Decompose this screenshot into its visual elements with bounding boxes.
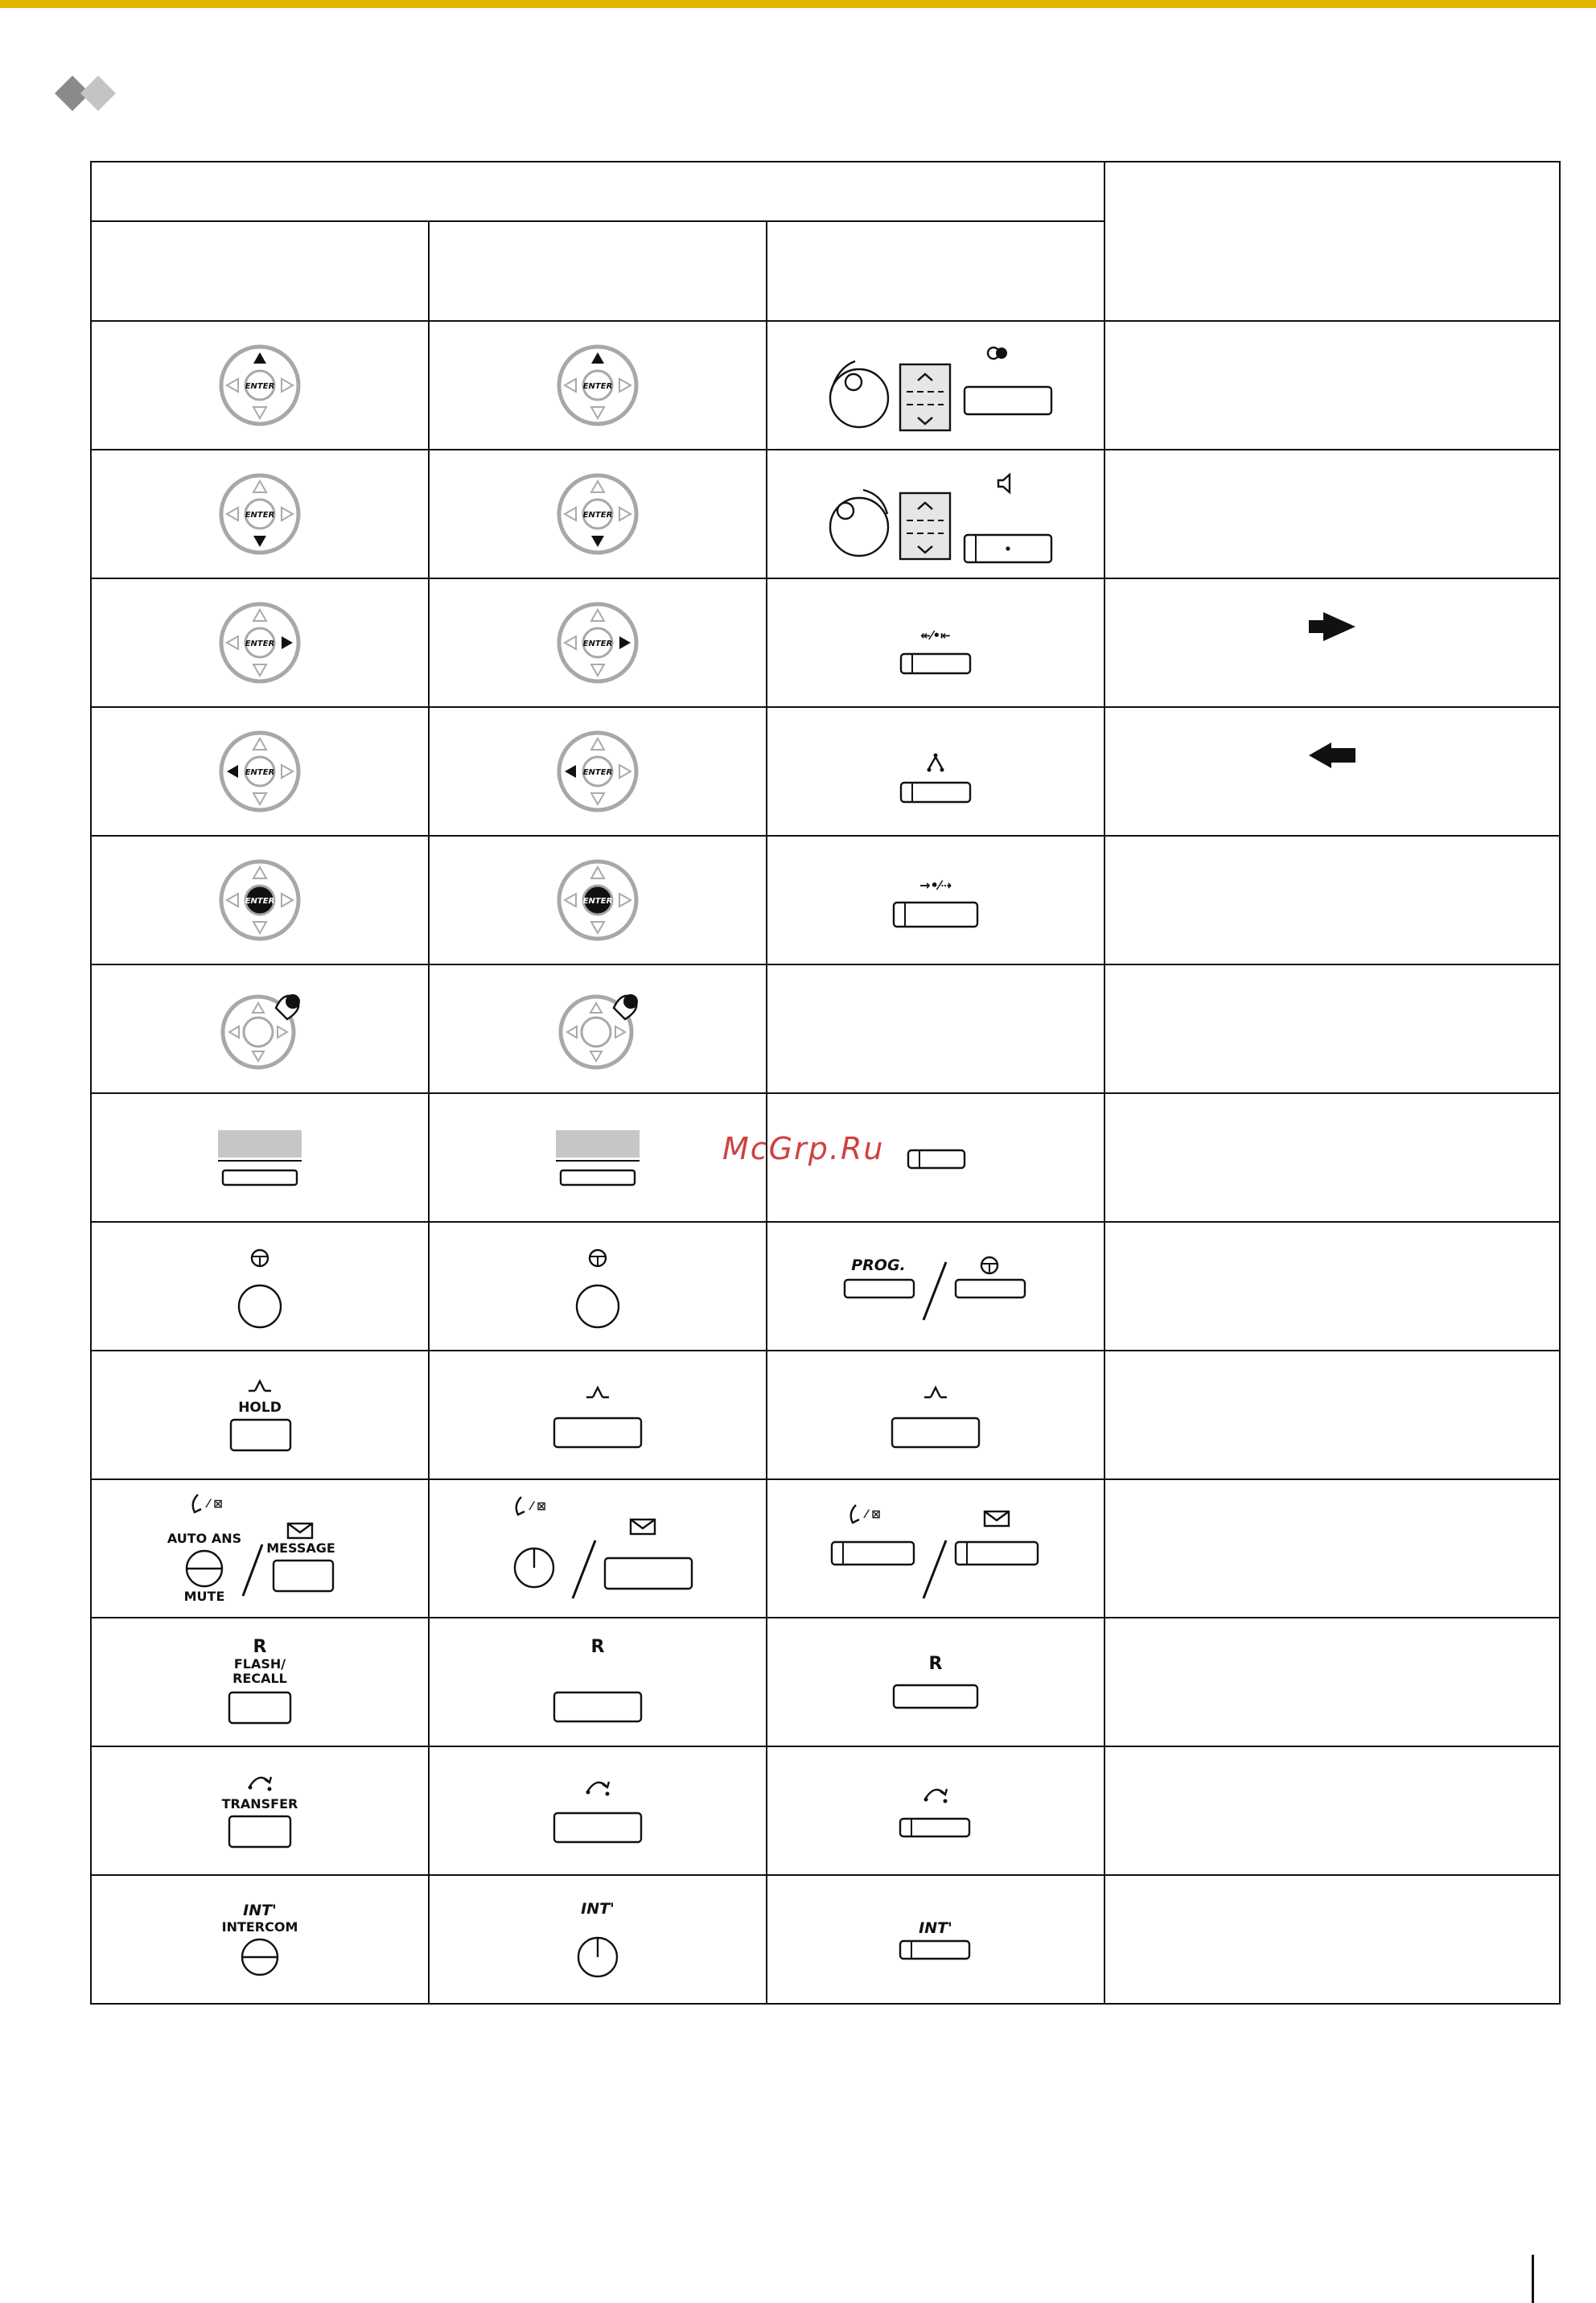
table-cell — [429, 1875, 767, 2004]
svg-text:RECALL: RECALL — [232, 1671, 287, 1686]
svg-text:ENTER: ENTER — [582, 768, 613, 777]
note-cell — [1104, 578, 1560, 707]
table-cell — [91, 578, 429, 707]
flash-recall-key-icon — [430, 1636, 766, 1728]
svg-text:⁄ ⊠: ⁄ ⊠ — [531, 1500, 546, 1513]
hold-key-icon — [92, 1375, 428, 1455]
table-cell — [429, 1746, 767, 1875]
svg-text:R: R — [928, 1654, 943, 1674]
note-cell — [1104, 707, 1560, 836]
note-cell — [1104, 964, 1560, 1093]
table-row — [91, 836, 1560, 964]
table-cell — [429, 707, 767, 836]
note-cell — [1104, 1875, 1560, 2004]
svg-text:ENTER: ENTER — [582, 511, 613, 520]
flash-recall-key-icon — [92, 1636, 428, 1728]
section-diamond-icon — [55, 74, 122, 113]
svg-text:HOLD: HOLD — [238, 1400, 282, 1416]
table-cell — [429, 1479, 767, 1618]
program-key-icon — [430, 1239, 766, 1334]
svg-text:ENTER: ENTER — [245, 897, 275, 906]
table-cell — [91, 321, 429, 450]
svg-text:FLASH/: FLASH/ — [233, 1656, 286, 1672]
svg-text:INT': INT' — [243, 1902, 277, 1919]
table-row — [91, 1746, 1560, 1875]
hold-key-icon — [430, 1376, 766, 1454]
intercom-key-icon — [92, 1898, 428, 1981]
svg-text:⁄ ⊠: ⁄ ⊠ — [208, 1498, 223, 1511]
header-row-1 — [91, 162, 1560, 221]
table-cell — [91, 1875, 429, 2004]
svg-text:↞⁄•⇤: ↞⁄•⇤ — [920, 628, 951, 643]
table-cell — [767, 836, 1104, 964]
navigator-enter-icon — [430, 856, 766, 944]
transfer-key-icon — [767, 1779, 1104, 1843]
auto-ans-message-icon — [767, 1492, 1104, 1605]
keys-comparison-table — [90, 161, 1561, 2005]
watermark-text: McGrp.Ru — [722, 1131, 885, 1166]
note-cell — [1104, 1479, 1560, 1618]
note-cell — [1104, 836, 1560, 964]
svg-text:MUTE: MUTE — [183, 1589, 225, 1604]
svg-text:ENTER: ENTER — [245, 768, 275, 777]
header-col4-cell — [1104, 162, 1560, 321]
svg-text:ENTER: ENTER — [245, 382, 275, 391]
svg-text:INT': INT' — [919, 1919, 952, 1937]
svg-text:ENTER: ENTER — [245, 639, 275, 648]
table-row — [91, 1875, 1560, 2004]
note-cell — [1104, 450, 1560, 578]
svg-text:AUTO ANS: AUTO ANS — [167, 1531, 242, 1546]
svg-text:INT': INT' — [581, 1900, 615, 1918]
table-cell — [429, 450, 767, 578]
arrow-right-icon — [1105, 609, 1559, 644]
table-row — [91, 450, 1560, 578]
auto-ans-message-icon — [430, 1489, 766, 1608]
navigator-enter-icon — [92, 856, 428, 944]
soft-key-icon — [430, 1124, 766, 1191]
arrow-left-icon — [1105, 738, 1559, 773]
transfer-key-icon — [430, 1773, 766, 1849]
table-row — [91, 1093, 1560, 1222]
header-col1-cell — [91, 221, 429, 321]
header-group-cell — [91, 162, 1104, 221]
table-cell — [429, 1093, 767, 1222]
table-cell — [767, 578, 1104, 707]
svg-text:ENTER: ENTER — [582, 639, 613, 648]
table-cell — [767, 1746, 1104, 1875]
jog-dial-volume-up-icon — [767, 332, 1104, 438]
hold-key-icon — [767, 1376, 1104, 1454]
navigator-jog-icon — [92, 984, 428, 1074]
intercom-key-icon — [430, 1896, 766, 1983]
header-col3-cell — [767, 221, 1104, 321]
svg-text:PROG.: PROG. — [851, 1256, 906, 1274]
svg-text:ENTER: ENTER — [582, 897, 613, 906]
table-cell — [91, 1222, 429, 1351]
table-cell — [91, 707, 429, 836]
note-cell — [1104, 1351, 1560, 1479]
table-cell — [767, 1479, 1104, 1618]
svg-text:ENTER: ENTER — [245, 511, 275, 520]
table-row — [91, 1222, 1560, 1351]
navigator-up-icon — [430, 341, 766, 430]
table-cell — [91, 1746, 429, 1875]
auto-ans-message-icon — [92, 1488, 428, 1609]
table-row — [91, 321, 1560, 450]
navigator-down-icon — [430, 470, 766, 558]
table-row — [91, 707, 1560, 836]
table-cell — [429, 836, 767, 964]
svg-text:ENTER: ENTER — [582, 382, 613, 391]
svg-text:→•⁄⇢: →•⁄⇢ — [919, 878, 952, 893]
table-cell — [91, 836, 429, 964]
flexible-key-icon — [767, 1137, 1104, 1178]
table-cell — [767, 1351, 1104, 1479]
table-cell — [91, 450, 429, 578]
conference-key-icon — [767, 733, 1104, 810]
table-cell — [429, 964, 767, 1093]
table-row — [91, 1479, 1560, 1618]
header-col2-cell — [429, 221, 767, 321]
table-cell — [91, 1093, 429, 1222]
table-cell — [767, 1093, 1104, 1222]
table-cell — [767, 450, 1104, 578]
flash-recall-key-icon — [767, 1650, 1104, 1714]
svg-text:TRANSFER: TRANSFER — [221, 1796, 298, 1812]
svg-text:⁄ ⊠: ⁄ ⊠ — [866, 1508, 881, 1521]
table-row — [91, 964, 1560, 1093]
table-cell — [429, 1222, 767, 1351]
navigator-right-icon — [430, 598, 766, 687]
svg-text:R: R — [590, 1637, 605, 1657]
table-cell — [767, 1222, 1104, 1351]
top-accent-bar — [0, 0, 1596, 8]
table-row — [91, 1351, 1560, 1479]
note-cell — [1104, 1222, 1560, 1351]
program-key-icon — [92, 1239, 428, 1334]
table-cell — [429, 321, 767, 450]
table-cell — [767, 1618, 1104, 1746]
table-cell — [91, 1351, 429, 1479]
table-cell — [429, 578, 767, 707]
table-cell — [767, 707, 1104, 836]
prog-or-program-key-icon — [767, 1246, 1104, 1326]
transfer-key-icon — [92, 1770, 428, 1852]
note-cell — [1104, 1746, 1560, 1875]
note-cell — [1104, 1618, 1560, 1746]
soft-key-icon — [92, 1124, 428, 1191]
table-cell — [91, 1479, 429, 1618]
navigator-jog-icon — [430, 984, 766, 1074]
svg-text:MESSAGE: MESSAGE — [266, 1540, 335, 1556]
table-cell — [767, 964, 1104, 1093]
forward-dnd-key-icon — [767, 866, 1104, 935]
table-cell — [767, 1875, 1104, 2004]
table-cell — [429, 1618, 767, 1746]
table-cell — [91, 964, 429, 1093]
note-cell — [1104, 321, 1560, 450]
table-cell — [91, 1618, 429, 1746]
navigator-right-icon — [92, 598, 428, 687]
table-cell — [767, 321, 1104, 450]
intercom-key-icon — [767, 1914, 1104, 1965]
table-cell — [429, 1351, 767, 1479]
svg-text:R: R — [253, 1637, 267, 1657]
page-edge-rule — [1532, 2255, 1534, 2303]
table-row — [91, 1618, 1560, 1746]
navigator-down-icon — [92, 470, 428, 558]
table-row — [91, 578, 1560, 707]
jog-dial-volume-down-icon — [767, 461, 1104, 567]
svg-text:INTERCOM: INTERCOM — [221, 1919, 298, 1935]
redial-key-icon — [767, 604, 1104, 681]
navigator-left-icon — [92, 727, 428, 816]
note-cell — [1104, 1093, 1560, 1222]
navigator-up-icon — [92, 341, 428, 430]
navigator-left-icon — [430, 727, 766, 816]
